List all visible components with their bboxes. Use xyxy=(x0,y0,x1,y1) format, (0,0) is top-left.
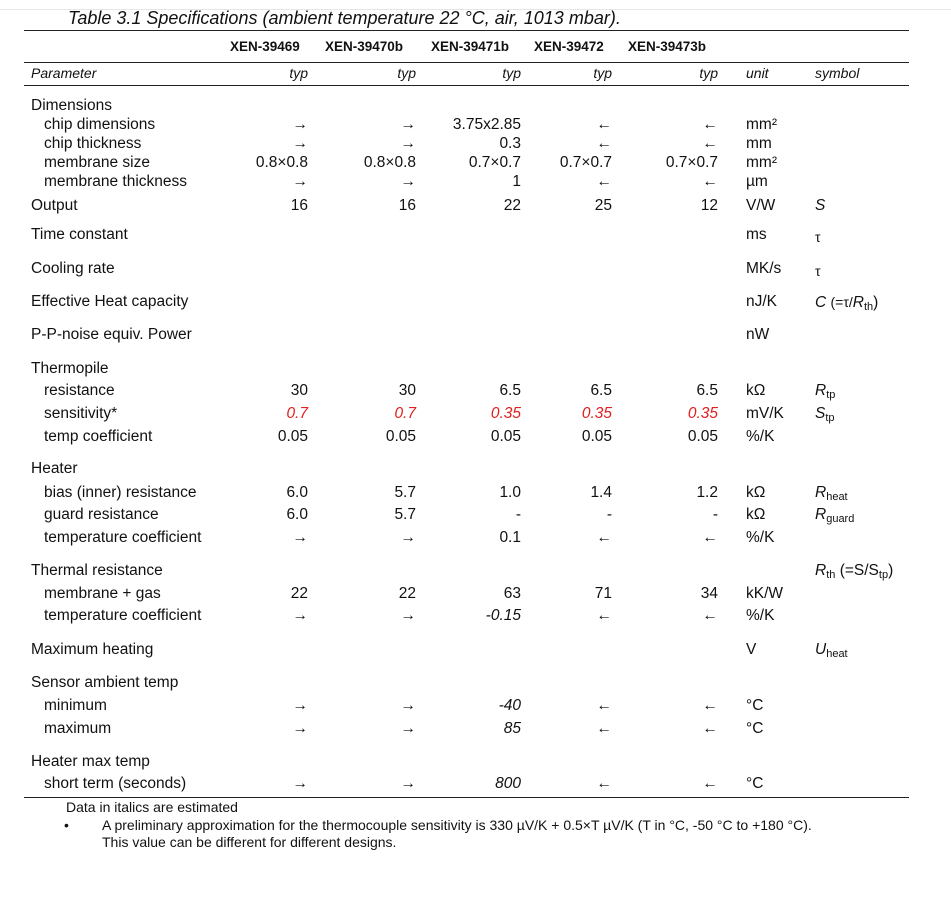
cell: 63 xyxy=(503,585,521,602)
unit-cell: µm xyxy=(746,173,768,190)
cell: 1 xyxy=(512,173,521,190)
unit-cell: kK/W xyxy=(746,585,784,602)
cell: ← xyxy=(596,135,612,152)
cell: → xyxy=(400,697,416,714)
parameter-header: Parameter xyxy=(31,65,97,81)
section-heater-max: Heater max temp xyxy=(31,753,150,770)
cell: 0.35 xyxy=(687,405,718,422)
model-header-0: XEN-39469 xyxy=(230,39,300,54)
symbol-cell: $R_{tp}$ xyxy=(815,382,836,401)
title-rule xyxy=(24,30,909,31)
row-label-maximum: maximum xyxy=(44,720,112,737)
footnote-line-2: This value can be different for different designs. xyxy=(102,834,397,850)
section-sensor-ambient: Sensor ambient temp xyxy=(31,674,179,691)
cell: 0.7×0.7 xyxy=(468,154,521,171)
cell: → xyxy=(292,116,308,133)
unit-cell: kΩ xyxy=(746,506,766,523)
cell: -0.15 xyxy=(485,607,521,624)
cell: 6.5 xyxy=(499,382,521,399)
unit-cell: kΩ xyxy=(746,382,766,399)
symbol-cell: τ xyxy=(815,263,821,279)
cell: ← xyxy=(702,720,718,737)
cell: ← xyxy=(702,135,718,152)
footnote-line-1: A preliminary approximation for the thermocouple sensitivity is 330 µV/K + 0.5×T µV/K (T in °C, -50 °C to +180 °C). xyxy=(102,817,812,833)
row-label-chip-dimensions: chip dimensions xyxy=(44,116,156,133)
unit-cell: nW xyxy=(746,326,770,343)
row-label-max-heating: Maximum heating xyxy=(31,641,154,658)
unit-cell: %/K xyxy=(746,428,775,445)
row-label-short-term: short term (seconds) xyxy=(44,775,187,792)
cell: 0.35 xyxy=(490,405,521,422)
symbol-cell: $R_{guard}$ xyxy=(815,506,855,525)
cell: 5.7 xyxy=(394,506,416,523)
symbol-cell: τ xyxy=(815,229,821,245)
row-label-membrane-thickness: membrane thickness xyxy=(44,173,188,190)
model-header-3: XEN-39472 xyxy=(534,39,604,54)
unit-cell: mm xyxy=(746,135,772,152)
typ-header-1: typ xyxy=(397,65,416,81)
symbol-cell: $R_{heat}$ xyxy=(815,484,848,503)
cell: 25 xyxy=(594,197,612,214)
cell: 6.5 xyxy=(696,382,718,399)
cell: 0.3 xyxy=(499,135,521,152)
cell: ← xyxy=(596,173,612,190)
cell: → xyxy=(292,607,308,624)
unit-cell: mm² xyxy=(746,154,777,171)
symbol-cell: $S_{tp}$ xyxy=(815,405,835,424)
row-label-tp-temp-coeff: temp coefficient xyxy=(44,428,153,445)
symbol-cell: C $(=\tau/R_{th})$ xyxy=(815,294,879,313)
cell: ← xyxy=(702,607,718,624)
italics-note: Data in italics are estimated xyxy=(66,799,238,815)
symbol-cell: S xyxy=(815,197,826,214)
cell: ← xyxy=(702,697,718,714)
model-header-1: XEN-39470b xyxy=(325,39,404,54)
row-label-noise-power: P-P-noise equiv. Power xyxy=(31,326,192,343)
unit-cell: ms xyxy=(746,226,767,243)
cell: → xyxy=(400,173,416,190)
cell: - xyxy=(712,506,718,523)
cell: ← xyxy=(596,720,612,737)
unit-cell: MK/s xyxy=(746,260,782,277)
section-thermopile: Thermopile xyxy=(31,360,109,377)
model-header-2: XEN-39471b xyxy=(431,39,510,54)
cell: 0.7 xyxy=(394,405,416,422)
row-label-minimum: minimum xyxy=(44,697,107,714)
row-label-chip-thickness: chip thickness xyxy=(44,135,142,152)
unit-cell: V/W xyxy=(746,197,776,214)
cell: ← xyxy=(702,173,718,190)
typ-header-2: typ xyxy=(502,65,521,81)
cell: → xyxy=(400,607,416,624)
cell: 6.0 xyxy=(286,506,308,523)
cell: 0.7 xyxy=(286,405,308,422)
cell: 34 xyxy=(700,585,718,602)
cell: ← xyxy=(596,116,612,133)
cell: ← xyxy=(596,529,612,546)
cell: 71 xyxy=(594,585,612,602)
cell: → xyxy=(400,116,416,133)
cell: 0.7×0.7 xyxy=(559,154,612,171)
symbol-header: symbol xyxy=(815,65,860,81)
cell: - xyxy=(606,506,612,523)
cell: → xyxy=(292,775,308,792)
row-label-membrane-gas: membrane + gas xyxy=(44,585,161,602)
cell: 22 xyxy=(290,585,308,602)
cell: 16 xyxy=(398,197,416,214)
cell: 85 xyxy=(503,720,521,737)
section-thermal-resistance: Thermal resistance xyxy=(31,562,163,579)
cell: -40 xyxy=(498,697,521,714)
table-title: Table 3.1 Specifications (ambient temperature 22 °C, air, 1013 mbar). xyxy=(68,8,621,28)
cell: 12 xyxy=(700,197,718,214)
cell: 22 xyxy=(503,197,521,214)
unit-cell: mm² xyxy=(746,116,777,133)
cell: ← xyxy=(596,697,612,714)
cell: 6.0 xyxy=(286,484,308,501)
cell: 30 xyxy=(398,382,416,399)
row-label-tp-sensitivity: sensitivity* xyxy=(44,405,118,422)
unit-cell: °C xyxy=(746,697,764,714)
unit-cell: kΩ xyxy=(746,484,766,501)
cell: 0.35 xyxy=(581,405,612,422)
cell: ← xyxy=(596,607,612,624)
cell: → xyxy=(292,529,308,546)
row-label-cooling-rate: Cooling rate xyxy=(31,260,115,277)
cell: → xyxy=(292,135,308,152)
cell: ← xyxy=(702,116,718,133)
cell: 800 xyxy=(495,775,521,792)
cell: 30 xyxy=(290,382,308,399)
cell: 3.75x2.85 xyxy=(452,116,521,133)
typ-header-4: typ xyxy=(699,65,718,81)
cell: 0.05 xyxy=(385,428,416,445)
section-dimensions: Dimensions xyxy=(31,97,112,114)
unit-cell: %/K xyxy=(746,607,775,624)
unit-cell: V xyxy=(746,641,757,658)
row-label-heater-temp-coeff: temperature coefficient xyxy=(44,529,202,546)
header-rule-bottom xyxy=(24,85,909,86)
cell: → xyxy=(400,720,416,737)
cell: 1.4 xyxy=(590,484,612,501)
unit-cell: nJ/K xyxy=(746,293,778,310)
cell: → xyxy=(400,775,416,792)
bullet-marker: • xyxy=(64,817,69,833)
unit-cell: mV/K xyxy=(746,405,784,422)
row-label-membrane-size: membrane size xyxy=(44,154,150,171)
cell: → xyxy=(292,697,308,714)
cell: 0.1 xyxy=(499,529,521,546)
typ-header-3: typ xyxy=(593,65,612,81)
cell: 0.05 xyxy=(277,428,308,445)
cell: 0.7×0.7 xyxy=(665,154,718,171)
cell: → xyxy=(400,529,416,546)
symbol-cell: $R_{th}$ $(=S/S_{tp})$ xyxy=(815,562,894,581)
unit-header: unit xyxy=(746,65,769,81)
unit-cell: %/K xyxy=(746,529,775,546)
cell: 0.05 xyxy=(687,428,718,445)
cell: ← xyxy=(596,775,612,792)
cell: 22 xyxy=(398,585,416,602)
unit-cell: °C xyxy=(746,775,764,792)
unit-cell: °C xyxy=(746,720,764,737)
cell: 5.7 xyxy=(394,484,416,501)
cell: 0.8×0.8 xyxy=(363,154,416,171)
row-label-guard-resistance: guard resistance xyxy=(44,506,159,523)
cell: ← xyxy=(702,775,718,792)
section-heater: Heater xyxy=(31,460,78,477)
row-label-time-constant: Time constant xyxy=(31,226,128,243)
cell: 6.5 xyxy=(590,382,612,399)
cell: → xyxy=(292,720,308,737)
cell: 0.05 xyxy=(490,428,521,445)
cell: 0.05 xyxy=(581,428,612,445)
cell: ← xyxy=(702,529,718,546)
cell: - xyxy=(515,506,521,523)
cell: → xyxy=(292,173,308,190)
symbol-cell: $U_{heat}$ xyxy=(815,641,848,660)
cell: → xyxy=(400,135,416,152)
row-label-tp-resistance: resistance xyxy=(44,382,115,399)
cell: 1.0 xyxy=(499,484,521,501)
header-rule-top xyxy=(24,62,909,63)
cell: 0.8×0.8 xyxy=(255,154,308,171)
typ-header-0: typ xyxy=(289,65,308,81)
row-label-bias-resistance: bias (inner) resistance xyxy=(44,484,197,501)
model-header-4: XEN-39473b xyxy=(628,39,707,54)
row-label-output: Output xyxy=(31,197,78,214)
cell: 16 xyxy=(290,197,308,214)
cell: 1.2 xyxy=(696,484,718,501)
row-label-heat-capacity: Effective Heat capacity xyxy=(31,293,189,310)
row-label-thermal-temp-coeff: temperature coefficient xyxy=(44,607,202,624)
